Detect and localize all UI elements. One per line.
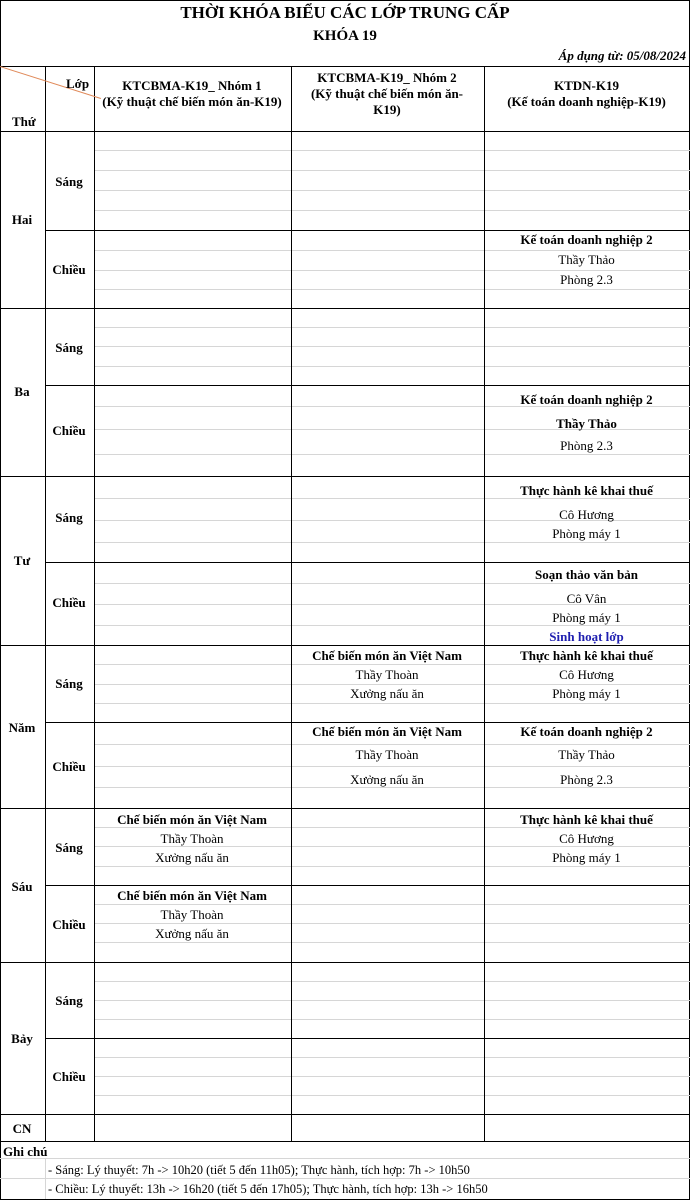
day-label-cn: CN [12, 1121, 32, 1136]
applied-date: Áp dụng từ: 05/08/2024 [558, 48, 686, 63]
day-divider [0, 962, 690, 963]
room-name: Phòng máy 1 [552, 686, 621, 701]
subrow-line [94, 1095, 690, 1096]
schedule-entry [94, 812, 290, 869]
room-name: Xưởng nấu ăn [155, 926, 229, 941]
subrow-line [94, 1057, 690, 1058]
session-divider [45, 722, 690, 723]
day-label-nam: Năm [8, 720, 36, 735]
subrow-line [94, 1000, 690, 1001]
teacher-name: Thầy Thoàn [160, 831, 224, 846]
class-column-divider [291, 66, 292, 1141]
notes-line [0, 1158, 690, 1159]
header-bottom-line [45, 131, 690, 132]
session-divider [45, 230, 690, 231]
room-name: Xưởng nấu ăn [350, 772, 424, 787]
teacher-name: Cô Hương [559, 831, 614, 846]
teacher-name: Cô Hương [559, 667, 614, 682]
class-desc: (Kế toán doanh nghiệp-K19) [507, 94, 666, 109]
class-code: KTCBMA-K19_ Nhóm 1 [122, 78, 262, 93]
session-divider [45, 1038, 690, 1039]
subrow-line [94, 1076, 690, 1077]
session-afternoon-bay: Chiều [52, 1069, 86, 1084]
notes-heading: Ghi chú [3, 1144, 48, 1159]
subject-name: Kế toán doanh nghiệp 2 [520, 392, 653, 407]
room-name: Xưởng nấu ăn [350, 686, 424, 701]
room-name: Phòng máy 1 [552, 610, 621, 625]
room-name: Xưởng nấu ăn [155, 850, 229, 865]
header-bottom-line [0, 131, 46, 132]
session-afternoon-nam: Chiều [52, 759, 86, 774]
teacher-name: Thầy Thoàn [355, 747, 419, 762]
subrow-line [94, 170, 690, 171]
session-afternoon-tu: Chiều [52, 595, 86, 610]
subject-name: Chế biến món ăn Việt Nam [312, 648, 462, 663]
corner-day-label: Thứ [12, 114, 36, 129]
room-name: Phòng máy 1 [552, 850, 621, 865]
subject-name: Chế biến món ăn Việt Nam [117, 888, 267, 903]
subrow-line [94, 981, 690, 982]
schedule-entry [291, 724, 483, 792]
session-morning-ba: Sáng [55, 340, 83, 355]
class-header-nhom-2 [291, 70, 483, 118]
day-label-tu: Tư [13, 553, 31, 568]
frame-left [0, 0, 1, 1200]
schedule-entry [484, 648, 689, 705]
notes-line [0, 1178, 690, 1179]
subject-name: Thực hành kê khai thuế [520, 483, 653, 498]
schedule-entry [484, 812, 689, 869]
subrow-line [94, 327, 690, 328]
room-name: Phòng 2.3 [560, 772, 613, 787]
session-morning-bay: Sáng [55, 993, 83, 1008]
session-morning-nam: Sáng [55, 676, 83, 691]
session-afternoon-ba: Chiều [52, 423, 86, 438]
page-subtitle: KHÓA 19 [313, 28, 377, 44]
teacher-name: Cô Hương [559, 507, 614, 522]
day-divider [0, 1114, 690, 1115]
room-name: Phòng máy 1 [552, 526, 621, 541]
schedule-entry [484, 483, 689, 545]
frame-top [0, 0, 690, 1]
notes-line [45, 1158, 46, 1200]
day-label-hai: Hai [11, 212, 33, 227]
subrow-line [94, 210, 690, 211]
session-afternoon-hai: Chiều [52, 262, 86, 277]
session-divider [45, 885, 690, 886]
schedule-entry [291, 648, 483, 705]
class-desc-cont: K19) [373, 102, 401, 117]
corner-class-label: Lớp [66, 76, 90, 91]
schedule-entry [484, 232, 689, 292]
class-code: KTCBMA-K19_ Nhóm 2 [317, 70, 457, 85]
subject-name: Thực hành kê khai thuế [520, 812, 653, 827]
session-divider [45, 562, 690, 563]
subrow-line [94, 346, 690, 347]
class-code: KTDN-K19 [554, 78, 619, 93]
day-label-sau: Sáu [11, 879, 33, 894]
day-label-ba: Ba [14, 384, 30, 399]
schedule-entry [484, 392, 689, 458]
note-afternoon: - Chiều: Lý thuyết: 13h -> 16h20 (tiết 5 đến 17h05); Thực hành, tích hợp: 13h -> 16h50 [48, 1182, 488, 1196]
class-header-nhom-1 [94, 78, 290, 110]
day-divider [0, 308, 690, 309]
session-morning-tu: Sáng [55, 510, 83, 525]
session-morning-sau: Sáng [55, 840, 83, 855]
schedule-entry [484, 567, 689, 648]
session-morning-hai: Sáng [55, 174, 83, 189]
subrow-line [94, 150, 690, 151]
day-label-bay: Bảy [11, 1031, 33, 1046]
subject-name: Chế biến món ăn Việt Nam [117, 812, 267, 827]
header-top-line [0, 66, 690, 67]
day-column-divider [45, 66, 46, 1114]
table-bottom-line [0, 1141, 690, 1142]
note-morning: - Sáng: Lý thuyết: 7h -> 10h20 (tiết 5 đến 11h05); Thực hành, tích hợp: 7h -> 10h50 [48, 1163, 470, 1177]
subrow-line [94, 1019, 690, 1020]
day-divider [0, 476, 690, 477]
subject-name: Kế toán doanh nghiệp 2 [520, 232, 653, 247]
class-activity: Sinh hoạt lớp [549, 629, 624, 644]
session-divider [45, 385, 690, 386]
subject-name: Soạn thảo văn bản [535, 567, 638, 582]
schedule-entry [94, 888, 290, 945]
teacher-name: Thầy Thoàn [160, 907, 224, 922]
class-column-divider [94, 66, 95, 1141]
session-afternoon-sau: Chiều [52, 917, 86, 932]
teacher-name: Thầy Thảo [558, 747, 615, 762]
class-header-ktdn [484, 78, 689, 110]
subrow-line [94, 366, 690, 367]
teacher-name: Thầy Thoàn [355, 667, 419, 682]
schedule-entry [484, 724, 689, 792]
day-divider [0, 808, 690, 809]
subject-name: Chế biến món ăn Việt Nam [312, 724, 462, 739]
teacher-name: Thầy Thảo [558, 252, 615, 267]
teacher-name: Thầy Thảo [556, 416, 617, 431]
subrow-line [94, 190, 690, 191]
subject-name: Thực hành kê khai thuế [520, 648, 653, 663]
page-title: THỜI KHÓA BIỂU CÁC LỚP TRUNG CẤP [180, 3, 510, 22]
room-name: Phòng 2.3 [560, 438, 613, 453]
class-desc: (Kỹ thuật chế biến món ăn-K19) [102, 94, 282, 109]
cn-divider [45, 1114, 46, 1141]
teacher-name: Cô Vân [566, 591, 607, 606]
class-desc: (Kỹ thuật chế biến món ăn- [310, 86, 464, 101]
room-name: Phòng 2.3 [560, 272, 613, 287]
subject-name: Kế toán doanh nghiệp 2 [520, 724, 653, 739]
